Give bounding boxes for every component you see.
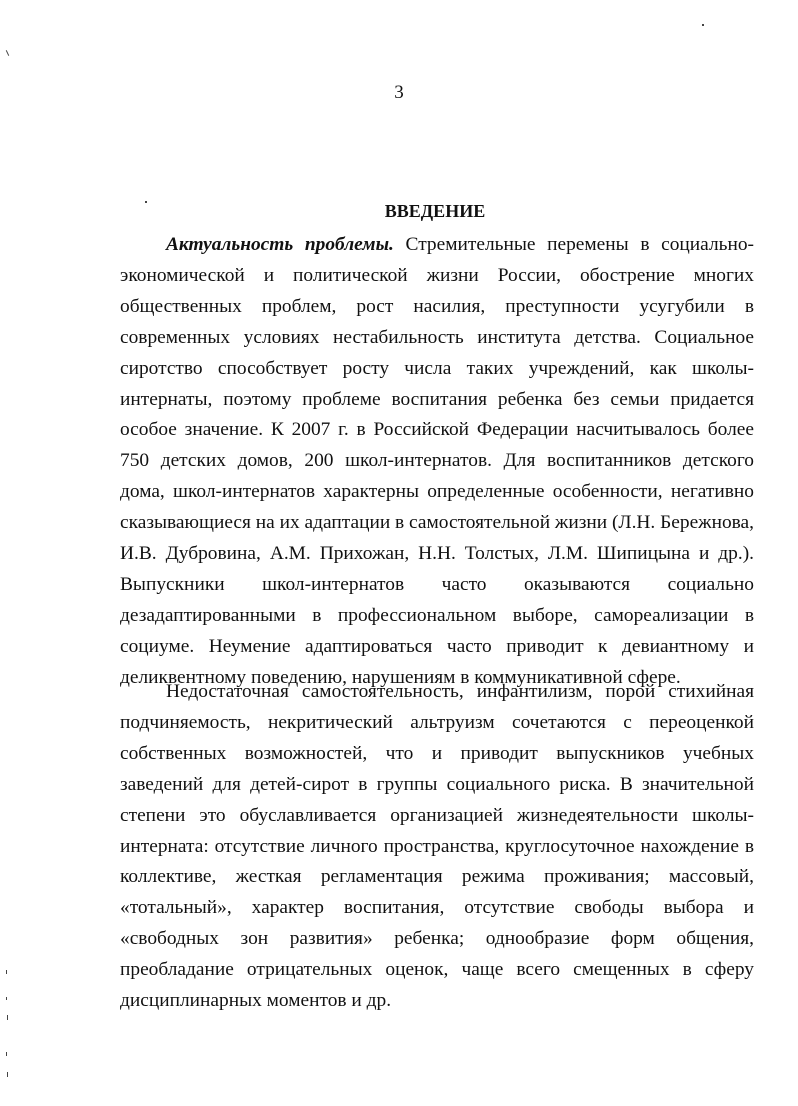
paragraph-relevance <box>120 230 754 694</box>
paragraph-lead: Актуальность проблемы. <box>166 234 394 255</box>
scan-speck <box>7 1015 8 1020</box>
scan-speck <box>6 970 7 974</box>
page-number: 3 <box>394 82 404 103</box>
scan-speck <box>6 997 7 1000</box>
scan-speck <box>6 1052 7 1056</box>
scan-speck <box>7 1072 8 1077</box>
page-title: ВВЕДЕНИЕ <box>384 201 486 221</box>
scan-speck <box>6 50 9 56</box>
paragraph-text: Стремительные перемены в социально-экономической и политической жизни России, обострение многих общественных проблем, рост насилия, преступности усугубили в современных условиях нестабильность института детства. Социальное сиротство способствует росту числа таких учреждений, как школы-интернаты, поэтому проблеме воспитания ребенка без семьи придается особое значение. К 2007 г. в Российской Федерации насчитывалось более 750 детских домов, 200 школ-интернатов. Для воспитанников детского дома, школ-интернатов характерны определенные особенности, негативно сказывающиеся на их адаптации в самостоятельной жизни (Л.Н. Бережнова, И.В. Дубровина, А.М. Прихожан, Н.Н. Толстых, Л.М. Шипицына и др.). Выпускники школ-интернатов часто оказываются социально дезадаптированными в профессиональном выборе, самореализации в социуме. Неумение адаптироваться часто приводит к девиантному и деликвентному поведению, нарушениям в коммуникативной сфере. <box>120 234 755 688</box>
scan-speck <box>702 24 704 26</box>
paragraph-body: Недостаточная самостоятельность, инфантилизм, порой стихийная подчиняемость, некритический альтруизм сочетаются с переоценкой собственных возможностей, что и приводит выпускников учебных заведений для детей-сирот в группы социального риска. В значительной степени это обуславливается организацией жизнедеятельности школы-интерната: отсутствие личного пространства, круглосуточное нахождение в коллективе, жесткая регламентация режима проживания; массовый, «тотальный», характер воспитания, отсутствие свободы выбора и «свободных зон развития» ребенка; однообразие форм общения, преобладание отрицательных оценок, чаще всего смещенных в сферу дисциплинарных моментов и др. <box>120 681 754 1012</box>
